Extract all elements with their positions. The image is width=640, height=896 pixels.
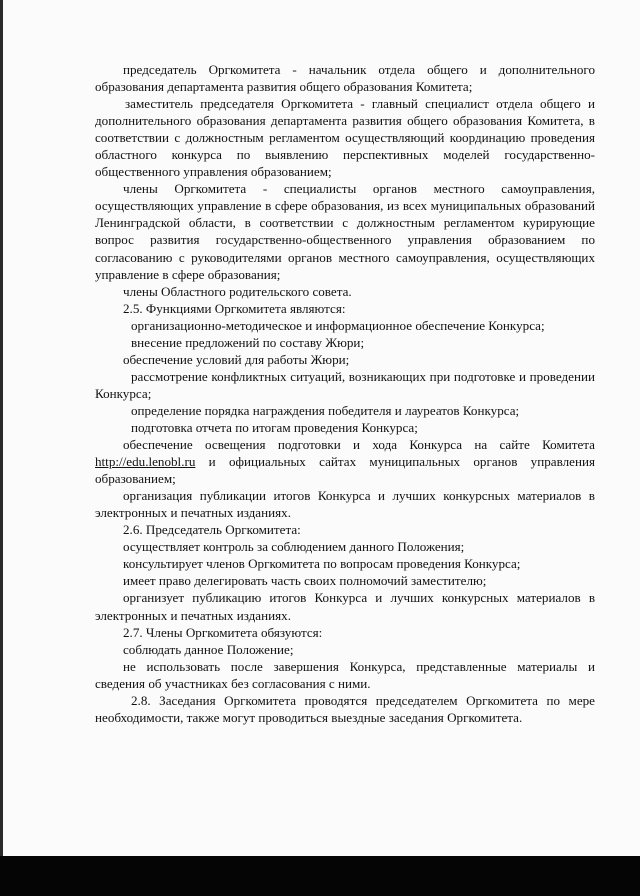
- paragraph-chair: председатель Оргкомитета - начальник отдела общего и дополнительного образования департамента развития общего образования Комитета;: [95, 62, 595, 95]
- list-item: обеспечение условий для работы Жюри;: [123, 351, 350, 367]
- website-text-tail: и официальных сайтах муниципальных органов управления образованием;: [95, 454, 595, 487]
- list-item-website: [95, 436, 595, 487]
- list-item: организационно-методическое и информационное обеспечение Конкурса;: [131, 317, 545, 333]
- list-item: организация публикации итогов Конкурса и лучших конкурсных материалов в электронных и печатных изданиях.: [95, 488, 595, 521]
- list-item: внесение предложений по составу Жюри;: [131, 334, 365, 350]
- list-item: имеет право делегировать часть своих полномочий заместителю;: [123, 573, 487, 589]
- scan-edge: [0, 0, 3, 856]
- list-item: подготовка отчета по итогам проведения Конкурса;: [131, 419, 418, 435]
- paragraph-deputy: заместитель председателя Оргкомитета - главный специалист отдела общего и дополнительного образования департамента развития общего образования Комитета, в соответствии с должностным регламентом осуществляющий координацию проведения областного конкурса по выявлению перспективных моделей государственно-общественного управления образованием;: [95, 96, 595, 180]
- website-text: обеспечение освещения подготовки и хода Конкурса на сайте Комитета: [123, 437, 595, 453]
- section-2-5-heading: 2.5. Функциями Оргкомитета являются:: [123, 300, 346, 316]
- document-body: [95, 61, 595, 726]
- website-link[interactable]: http://edu.lenobl.ru: [95, 454, 196, 470]
- section-2-8-paragraph: 2.8. Заседания Оргкомитета проводятся председателем Оргкомитета по мере необходимости, также могут проводиться выездные заседания Оргкомитета.: [95, 692, 595, 725]
- list-item: определение порядка награждения победителя и лауреатов Конкурса;: [131, 402, 520, 418]
- list-item: консультирует членов Оргкомитета по вопросам проведения Конкурса;: [123, 556, 521, 572]
- list-item: осуществляет контроль за соблюдением данного Положения;: [123, 539, 465, 555]
- list-item: рассмотрение конфликтных ситуаций, возникающих при подготовке и проведении Конкурса;: [95, 368, 595, 401]
- list-item: организует публикацию итогов Конкурса и лучших конкурсных материалов в электронных и печатных изданиях.: [95, 590, 595, 623]
- list-item: соблюдать данное Положение;: [123, 641, 294, 657]
- section-2-6-heading: 2.6. Председатель Оргкомитета:: [123, 522, 301, 538]
- scan-bottom-border: [0, 856, 640, 896]
- paragraph-members: члены Оргкомитета - специалисты органов местного самоуправления, осуществляющих управление в сфере образования, из всех муниципальных образований Ленинградской области, в соответствии с должностным регламентом курирующие вопрос развития государственно-общественного управления образованием по согласованию с руководителями органов местного самоуправления, осуществляющих управление в сфере образования;: [95, 181, 595, 282]
- paragraph-parent-council: члены Областного родительского совета.: [123, 283, 352, 299]
- section-2-7-heading: 2.7. Члены Оргкомитета обязуются:: [123, 624, 323, 640]
- list-item: не использовать после завершения Конкурса, представленные материалы и сведения об участниках без согласования с ними.: [95, 658, 595, 691]
